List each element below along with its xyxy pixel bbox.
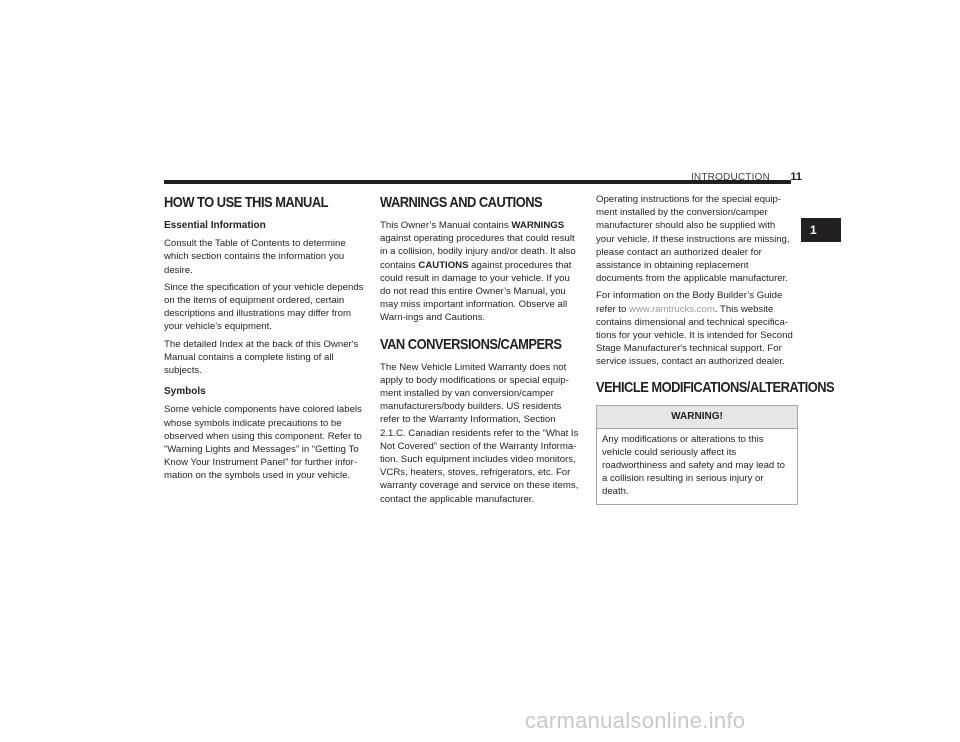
text: This Owner’s Manual contains xyxy=(380,220,512,231)
warning-box-title: WARNING! xyxy=(597,406,797,429)
paragraph: Operating instructions for the special equip-ment installed by the conversion/camper manufacturer should also be supplied with your vehicle. If these instructions are missing, please contact an authorized dealer for assistance in obtaining replacement documents from the applicable manufacturer. xyxy=(596,194,790,285)
column-1 xyxy=(164,193,364,487)
running-header-section: INTRODUCTION xyxy=(690,172,770,183)
text: . This website contains dimensional and technical specifica-tions for your vehicle. It is intended for Second Stage Manufacturer's technical support. For service issues, contact an authorized dealer. xyxy=(596,303,793,368)
paragraph: Consult the Table of Contents to determine which section contains the information you desire. xyxy=(164,238,346,276)
text: against procedures that could result in damage to your vehicle. If you do not read this entire Owner’s Manual, you may miss important information. Observe all Warn-ings and Cautions. xyxy=(380,259,572,324)
how-to-use-title: HOW TO USE THIS MANUAL xyxy=(164,194,328,211)
warning-box-text: Any modifications or alterations to this vehicle could seriously affect its roadworthiness and safety and may lead to a collision resulting in serious injury or death. xyxy=(602,433,785,498)
ramtrucks-link[interactable]: www.ramtrucks.com xyxy=(629,303,715,315)
column-3 xyxy=(596,193,835,505)
essential-information-heading: Essential Information xyxy=(164,220,266,231)
vehicle-modifications-title: VEHICLE MODIFICATIONS/ALTERATIONS xyxy=(596,378,835,396)
warnings-cautions-title: WARNINGS AND CAUTIONS xyxy=(380,194,543,211)
warnings-keyword: WARNINGS xyxy=(511,220,565,231)
warnings-cautions-paragraph xyxy=(380,219,580,325)
paragraph: Some vehicle components have colored labels whose symbols indicate precautions to be observed when using this component. Refer to “Warning Lights and Messages” in “Getting To Know Your Instrument Panel” for further infor-mation on the symbols used in your vehicle. xyxy=(164,404,362,482)
chapter-tab: 1 xyxy=(801,218,841,242)
cautions-keyword: CAUTIONS xyxy=(418,259,469,271)
column-2 xyxy=(380,193,580,510)
watermark: carmanualsonline.info xyxy=(525,708,746,733)
warning-box xyxy=(596,405,798,505)
paragraph: The New Vehicle Limited Warranty does not apply to body modifications or special equip-ment installed by van conversion/camper manufacturers/body builders. US residents refer to the Warranty Information, Section 2.1.C. Canadian residents refer to the “What Is Not Covered” section of the Warranty Informa-tion. Such equipment includes video monitors, VCRs, heaters, stoves, refrigerators, etc. For warranty coverage and service on these items, contact the applicable manufacturer. xyxy=(380,361,579,505)
paragraph: The detailed Index at the back of this Owner's Manual contains a complete listing of all subjects. xyxy=(164,338,359,377)
van-conversions-title: VAN CONVERSIONS/CAMPERS xyxy=(380,335,562,353)
symbols-heading: Symbols xyxy=(164,386,206,398)
text: For information on the Body Builder’s Guide refer to xyxy=(596,290,783,315)
page-number: 11 xyxy=(790,171,802,183)
text: against operating procedures that could result in a collision, bodily injury and/or death. It also contains xyxy=(380,233,576,271)
paragraph: Since the specification of your vehicle depends on the items of equipment ordered, certain descriptions and illustrations may differ from your vehicle's equipment. xyxy=(164,281,364,333)
body-builder-paragraph xyxy=(596,289,796,368)
